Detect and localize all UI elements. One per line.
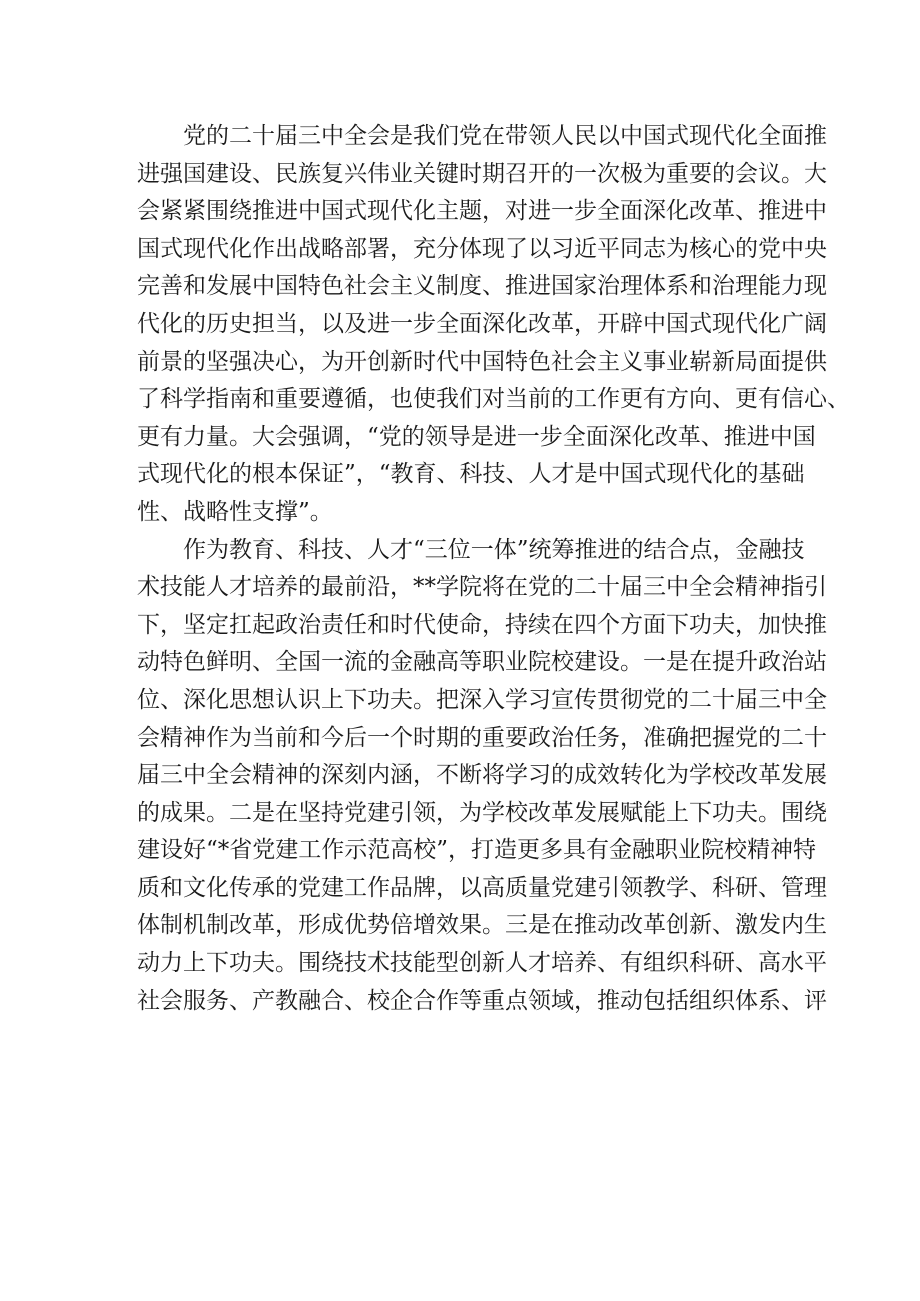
- text-line: 前景的坚强决心，为开创新时代中国特色社会主义事业崭新局面提供: [137, 348, 827, 375]
- text-line: 术技能人才培养的最前沿，**学院将在党的二十届三中全会精神指引: [137, 574, 827, 601]
- text-line: 完善和发展中国特色社会主义制度、推进国家治理体系和治理能力现: [137, 273, 827, 300]
- text-line: 会精神作为当前和今后一个时期的重要政治任务，准确把握党的二十: [137, 724, 827, 751]
- text-line: 质和文化传承的党建工作品牌，以高质量党建引领教学、科研、管理: [137, 874, 827, 901]
- text-line: 代化的历史担当，以及进一步全面深化改革，开辟中国式现代化广阔: [137, 310, 827, 337]
- text-line: 位、深化思想认识上下功夫。把深入学习宣传贯彻党的二十届三中全: [137, 686, 827, 713]
- text-line: 社会服务、产教融合、校企合作等重点领域，推动包括组织体系、评: [137, 987, 827, 1014]
- text-line: 体制机制改革，形成优势倍增效果。三是在推动改革创新、激发内生: [137, 912, 827, 939]
- text-line: 下，坚定扛起政治责任和时代使命，持续在四个方面下功夫，加快推: [137, 611, 827, 638]
- text-line: 了科学指南和重要遵循，也使我们对当前的工作更有方向、更有信心、: [137, 386, 850, 413]
- text-line: 动特色鲜明、全国一流的金融高等职业院校建设。一是在提升政治站: [137, 649, 827, 676]
- text-line: 进强国建设、民族复兴伟业关键时期召开的一次极为重要的会议。大: [137, 160, 827, 187]
- text-line: 建设好“*省党建工作示范高校”，打造更多具有金融职业院校精神特: [137, 837, 817, 864]
- text-line: 式现代化的根本保证”，“教育、科技、人才是中国式现代化的基础: [137, 461, 805, 488]
- text-line: 作为教育、科技、人才“三位一体”统筹推进的结合点，金融技: [183, 536, 805, 563]
- text-line: 国式现代化作出战略部署，充分体现了以习近平同志为核心的党中央: [137, 235, 827, 262]
- text-line: 党的二十届三中全会是我们党在带领人民以中国式现代化全面推: [183, 123, 827, 149]
- text-line: 的成果。二是在坚持党建引领，为学校改革发展赋能上下功夫。围绕: [137, 799, 827, 826]
- text-line: 性、战略性支撑”。: [137, 498, 333, 525]
- text-line: 届三中全会精神的深刻内涵，不断将学习的成效转化为学校改革发展: [137, 762, 827, 789]
- paragraph-2: [137, 532, 827, 1021]
- document-body: [137, 118, 850, 1020]
- text-line: 更有力量。大会强调，“党的领导是进一步全面深化改革、推进中国: [137, 423, 816, 450]
- text-line: 动力上下功夫。围绕技术技能型创新人才培养、有组织科研、高水平: [137, 950, 827, 977]
- paragraph-1: [137, 118, 850, 532]
- text-line: 会紧紧围绕推进中国式现代化主题，对进一步全面深化改革、推进中: [137, 198, 827, 225]
